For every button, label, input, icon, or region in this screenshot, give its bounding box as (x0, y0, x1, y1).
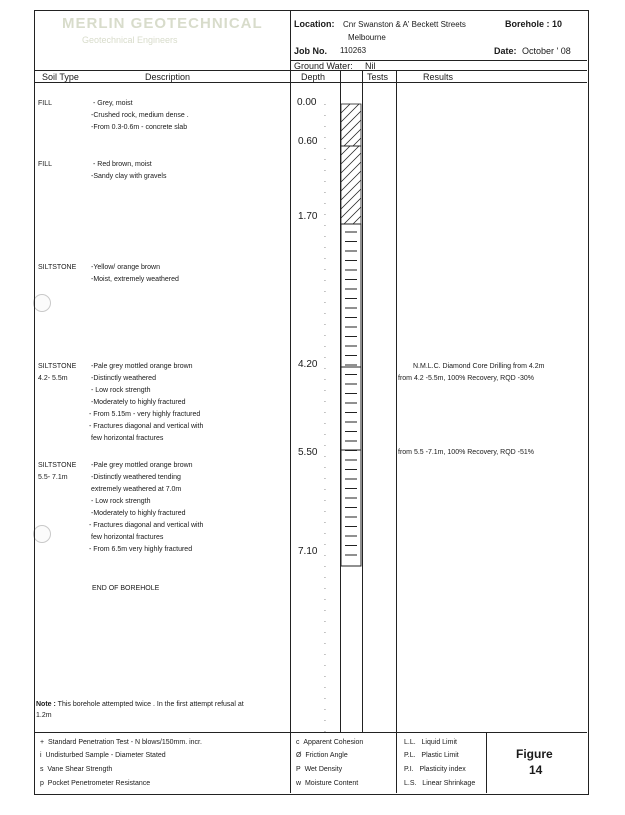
legend-symbol: w (296, 780, 302, 787)
description-line: -Pale grey mottled orange brown (91, 462, 193, 469)
legend-text: Plasticity index (419, 766, 466, 773)
depth-tick-dot: . (324, 650, 326, 657)
legend-symbol: P.I. (404, 766, 414, 773)
description-line: - Fractures diagonal and vertical with (89, 522, 204, 529)
depth-label: 0.00 (297, 97, 317, 108)
depth-tick-dot: . (324, 364, 326, 371)
depth-tick-dot: . (324, 507, 326, 514)
description-line: -From 0.3-0.6m - concrete slab (91, 124, 188, 131)
result-line: from 5.5 -7.1m, 100% Recovery, RQD -51% (398, 449, 535, 456)
col-results: Results (423, 72, 454, 82)
note-text-continued: 1.2m (36, 712, 52, 719)
hatch-line (341, 180, 361, 200)
description-line: few horizontal fractures (91, 534, 164, 541)
depth-tick-dot: . (324, 408, 326, 415)
location-city: Melbourne (348, 33, 386, 42)
description-line: - From 6.5m very highly fractured (89, 546, 193, 553)
depth-tick-dot: . (324, 628, 326, 635)
depth-tick-dot: . (324, 276, 326, 283)
soil-type-label: SILTSTONE (38, 363, 77, 370)
depth-tick-dot: . (324, 496, 326, 503)
depth-tick-dot: . (324, 221, 326, 228)
job-label: Job No. (294, 46, 327, 56)
depth-tick-dot: . (324, 111, 326, 118)
depth-label: 0.60 (298, 136, 318, 147)
depth-label: 5.50 (298, 447, 318, 458)
soil-type-label: FILL (38, 100, 53, 107)
description-line: -Moderately to highly fractured (91, 399, 186, 406)
description-line: -Crushed rock, medium dense . (91, 112, 189, 119)
date-value: October ' 08 (522, 46, 571, 56)
company-logo (60, 14, 263, 54)
hatch-line (341, 146, 359, 164)
depth-tick-dot: . (324, 474, 326, 481)
col-depth: Depth (301, 72, 326, 82)
depth-label: 7.10 (298, 546, 318, 557)
hatch-line (341, 104, 350, 113)
description-line: few horizontal fractures (91, 435, 164, 442)
groundwater-value: Nil (365, 61, 376, 71)
legend-text: Wet Density (304, 766, 343, 773)
hatch-line (353, 138, 361, 146)
depth-tick-dot: . (324, 518, 326, 525)
depth-tick-dot: . (324, 331, 326, 338)
depth-tick-dot: . (324, 419, 326, 426)
depth-tick-dot: . (324, 463, 326, 470)
legend-symbol: L.S. (404, 780, 417, 787)
legend-text: Plastic Limit (421, 752, 459, 759)
legend-text: Vane Shear Strength (47, 766, 113, 773)
depth-tick-dot: . (324, 595, 326, 602)
soil-type-label: SILTSTONE (38, 264, 77, 271)
description-line: extremely weathered at 7.0m (91, 486, 182, 493)
depth-tick-dot: . (324, 232, 326, 239)
description-line: - From 5.15m - very highly fractured (89, 411, 201, 418)
depth-tick-dot: . (324, 210, 326, 217)
hatch-line (344, 207, 361, 224)
depth-tick-dot: . (324, 672, 326, 679)
depth-tick-dot: . (324, 584, 326, 591)
legend (34, 732, 587, 793)
hatch-line (341, 171, 361, 191)
description-line: - Fractures diagonal and vertical with (89, 423, 204, 430)
depth-tick-dot: . (324, 683, 326, 690)
result-line: from 4.2 -5.5m, 100% Recovery, RQD -30% (398, 375, 535, 382)
legend-text: Friction Angle (305, 752, 348, 759)
depth-tick-dot: . (324, 188, 326, 195)
borehole-graphic-log (340, 84, 362, 732)
description-line: -Yellow/ orange brown (91, 264, 161, 271)
result-line: N.M.L.C. Diamond Core Drilling from 4.2m (413, 363, 545, 370)
job-number: 110263 (340, 46, 367, 55)
depth-tick-dot: . (324, 243, 326, 250)
depth-tick-dot: . (324, 562, 326, 569)
description-line: - Red brown, moist (93, 161, 152, 168)
legend-symbol: p (40, 780, 44, 787)
description-line: -Pale grey mottled orange brown (91, 363, 193, 370)
depth-tick-dot: . (324, 397, 326, 404)
legend-text: Linear Shrinkage (422, 780, 476, 787)
depth-tick-dot: . (324, 353, 326, 360)
depth-tick-dot: . (324, 254, 326, 261)
depth-label: 4.20 (298, 359, 318, 370)
depth-tick-dot: . (324, 441, 326, 448)
depth-tick-dot: . (324, 716, 326, 723)
legend-symbol: i (40, 752, 42, 759)
depth-tick-dot: . (324, 705, 326, 712)
location-label: Location: (294, 19, 335, 29)
col-tests: Tests (367, 72, 389, 82)
depth-label: 1.70 (298, 211, 318, 222)
legend-symbol: L.L. (404, 739, 416, 746)
legend-symbol: P (296, 766, 301, 773)
depth-tick-dot: . (324, 529, 326, 536)
note (36, 701, 244, 708)
legend-symbol: Ø (296, 752, 302, 759)
depth-tick-dot: . (324, 540, 326, 547)
depth-tick-dot: . (324, 386, 326, 393)
depth-tick-dot: . (324, 265, 326, 272)
hatch-line (341, 146, 350, 155)
description-line: - Grey, moist (93, 100, 133, 107)
depth-tick-dot: . (324, 639, 326, 646)
depth-tick-dot: . (324, 694, 326, 701)
depth-tick-dot: . (324, 430, 326, 437)
borehole-number: Borehole : 10 (505, 19, 563, 29)
depth-tick-dot: . (324, 166, 326, 173)
depth-tick-dot: . (324, 199, 326, 206)
note-text: This borehole attempted twice . In the first attempt refusal at (57, 701, 244, 708)
depth-tick-dot: . (324, 100, 326, 107)
logo-line-2: Geotechnical Engineers (82, 35, 178, 45)
depth-tick-dot: . (324, 606, 326, 613)
legend-text: Apparent Cohesion (303, 739, 364, 746)
hatch-line (341, 104, 359, 122)
figure-label: Figure (516, 747, 553, 761)
soil-depth-range: 5.5- 7.1m (38, 474, 68, 481)
depth-tick-dot: . (324, 617, 326, 624)
hatch-line (341, 189, 361, 209)
depth-tick-dot: . (324, 452, 326, 459)
description-line: - Low rock strength (91, 498, 151, 505)
hatch-line (344, 129, 361, 146)
description-line: -Moist, extremely weathered (91, 276, 179, 283)
soil-type-label: SILTSTONE (38, 462, 77, 469)
figure-number: 14 (529, 763, 543, 777)
legend-symbol: + (40, 739, 45, 746)
depth-tick-dot: . (324, 298, 326, 305)
hatch-line (341, 162, 361, 182)
hatch-line (341, 120, 361, 140)
fill-hatch-block (341, 146, 361, 224)
col-soil-type: Soil Type (42, 72, 79, 82)
depth-tick-dot: . (324, 144, 326, 151)
hatch-line (353, 216, 361, 224)
depth-tick-dot: . (324, 551, 326, 558)
legend-text: Moisture Content (304, 780, 359, 787)
depth-tick-dot: . (324, 320, 326, 327)
location-value: Cnr Swanston & A' Beckett Streets (343, 20, 466, 29)
depth-tick-dot: . (324, 155, 326, 162)
legend-symbol: s (40, 766, 44, 773)
note-label: Note : (36, 701, 56, 708)
legend-symbol: c (296, 739, 300, 746)
description-line: - Low rock strength (91, 387, 151, 394)
description-line: -Distinctly weathered (91, 375, 156, 382)
logo-line-1: MERLIN GEOTECHNICAL (62, 15, 263, 32)
col-description: Description (145, 72, 191, 82)
description-line: -Sandy clay with gravels (91, 173, 167, 180)
depth-tick-dot: . (324, 661, 326, 668)
hatch-line (341, 111, 361, 131)
legend-text: Undisturbed Sample - Diameter Stated (45, 752, 166, 759)
depth-tick-dot: . (324, 573, 326, 580)
depth-tick-dot: . (324, 309, 326, 316)
legend-text: Standard Penetration Test - N blows/150mm. incr. (47, 739, 202, 746)
depth-tick-dot: . (324, 485, 326, 492)
depth-tick-dot: . (324, 727, 326, 734)
soil-depth-range: 4.2- 5.5m (38, 375, 68, 382)
depth-tick-dot: . (324, 375, 326, 382)
legend-text: Liquid Limit (421, 739, 457, 746)
legend-text: Pocket Penetrometer Resistance (47, 780, 151, 787)
depth-tick-dot: . (324, 287, 326, 294)
hatch-line (341, 198, 361, 218)
groundwater-label: Ground Water: (294, 61, 353, 71)
end-of-borehole: END OF BOREHOLE (92, 585, 160, 592)
depth-tick-dot: . (324, 133, 326, 140)
hatch-line (341, 153, 361, 173)
rock-core-column (341, 224, 361, 566)
depth-tick-dot: . (324, 177, 326, 184)
depth-tick-dot: . (324, 342, 326, 349)
description-line: -Distinctly weathered tending (91, 474, 181, 481)
date-label: Date: (494, 46, 517, 56)
legend-symbol: P.L. (404, 752, 416, 759)
description-line: -Moderately to highly fractured (91, 510, 186, 517)
depth-tick-dot: . (324, 122, 326, 129)
soil-type-label: FILL (38, 161, 53, 168)
